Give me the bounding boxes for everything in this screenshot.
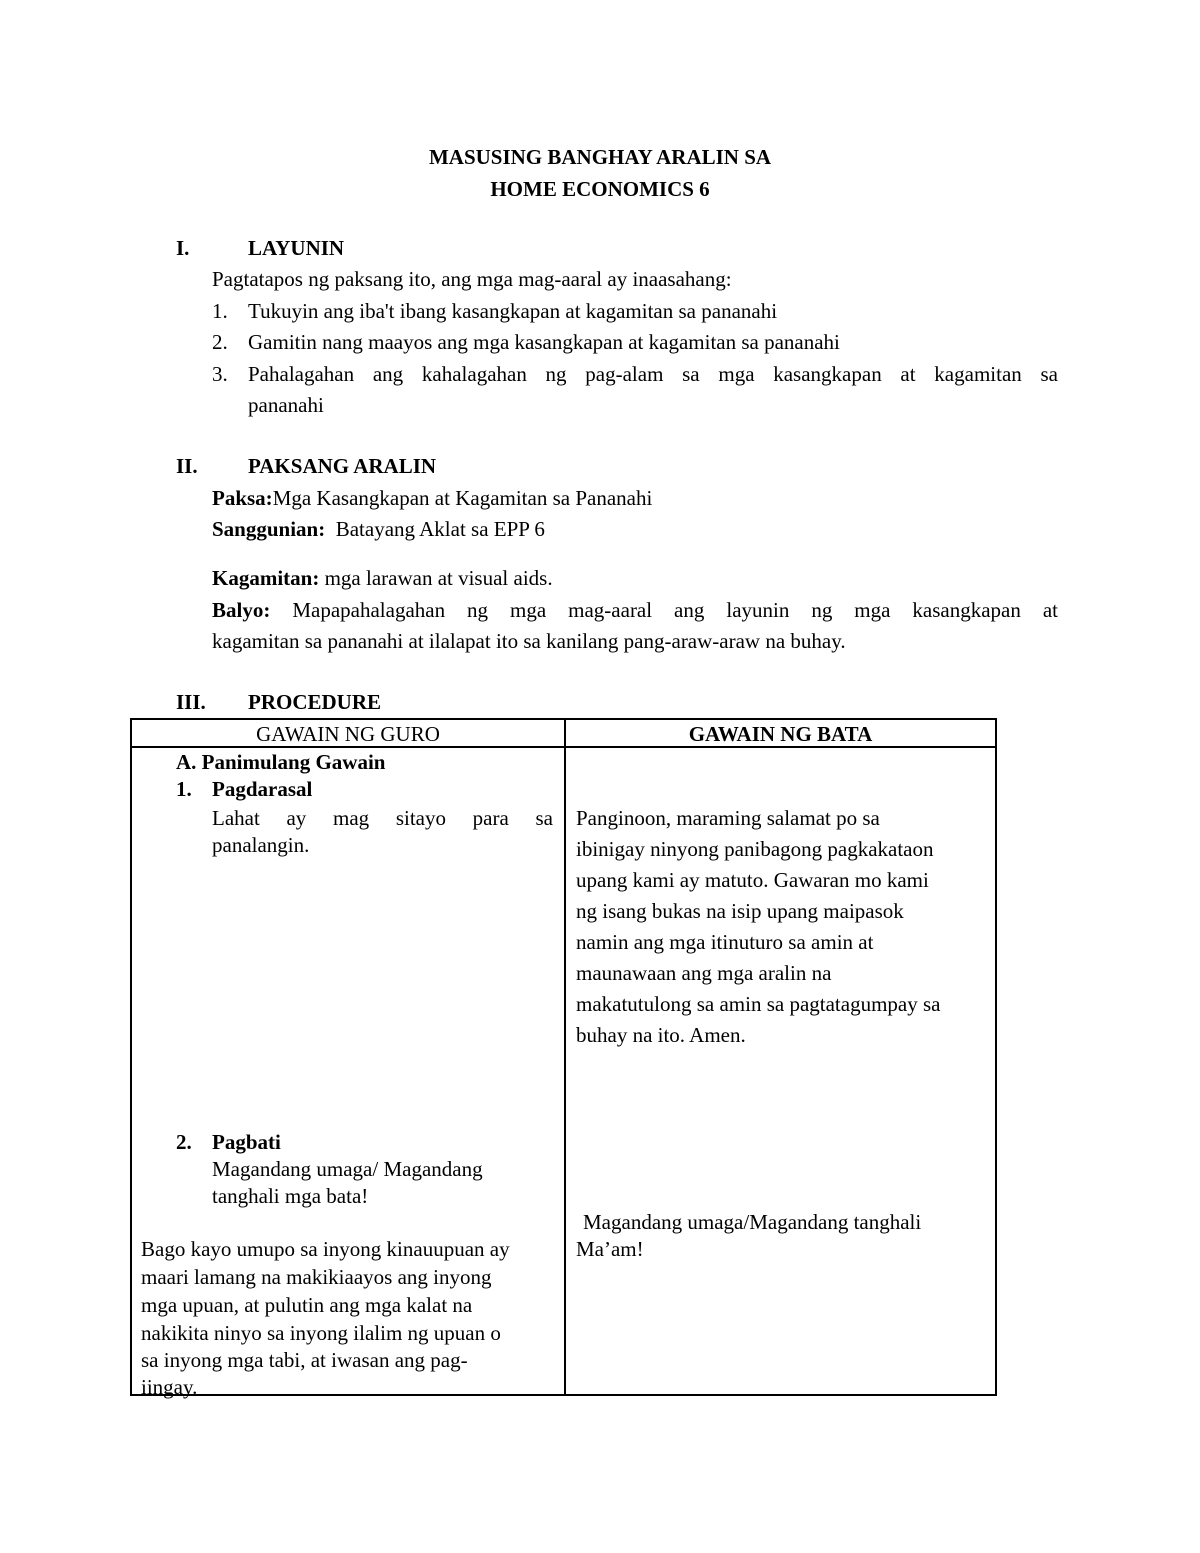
paksa-value: Mga Kasangkapan at Kagamitan sa Pananahi: [272, 486, 653, 510]
item1-text-continuation: panalangin.: [212, 833, 310, 857]
instruction-line: maari lamang na makikiaayos ang inyong: [141, 1265, 492, 1289]
prayer-line: makatutulong sa amin sa pagtatagumpay sa: [576, 992, 941, 1016]
part-a-heading: A. Panimulang Gawain: [176, 750, 386, 774]
instruction-line: sa inyong mga tabi, at iwasan ang pag-: [141, 1348, 468, 1372]
balyo-row: [212, 600, 1058, 621]
instruction-line: mga upuan, at pulutin ang mga kalat na: [141, 1293, 473, 1317]
instruction-line: Bago kayo umupo sa inyong kinauupuan ay: [141, 1237, 510, 1261]
section2-number: II.: [176, 454, 198, 478]
section2-heading: PAKSANG ARALIN: [248, 454, 437, 478]
prayer-line: upang kami ay matuto. Gawaran mo kami: [576, 868, 929, 892]
kagamitan-value: mga larawan at visual aids.: [324, 566, 553, 590]
table-header-guro: GAWAIN NG GURO: [256, 722, 440, 746]
kagamitan-row: [212, 568, 553, 589]
paksa-label: Paksa:: [212, 486, 273, 510]
objective-text: Pahalagahan ang kahalagahan ng pag-alam sa mga kasangkapan at kagamitan sa: [248, 362, 1058, 386]
balyo-text: Mapapahalagahan ng mga mag-aaral ang layunin ng mga kasangkapan at: [292, 598, 1058, 622]
section3-heading: PROCEDURE: [248, 690, 382, 714]
objective-number: 3.: [212, 362, 228, 386]
item2-text-continuation: tanghali mga bata!: [212, 1184, 369, 1208]
table-header-bata: GAWAIN NG BATA: [688, 722, 873, 746]
objective-text-continuation: pananahi: [248, 393, 324, 417]
document-title-line2: HOME ECONOMICS 6: [490, 177, 710, 201]
table-column-divider: [564, 718, 566, 1396]
objective-text: Gamitin nang maayos ang mga kasangkapan at kagamitan sa pananahi: [248, 330, 840, 354]
prayer-line: buhay na ito. Amen.: [576, 1023, 746, 1047]
prayer-line: maunawaan ang mga aralin na: [576, 961, 832, 985]
objective-number: 2.: [212, 330, 228, 354]
item1-number: 1.: [176, 777, 192, 801]
sanggunian-row: [212, 519, 545, 540]
item2-title: Pagbati: [212, 1130, 281, 1154]
item2-text: Magandang umaga/ Magandang: [212, 1157, 483, 1181]
item2-number: 2.: [176, 1130, 192, 1154]
greeting-response: Magandang umaga/Magandang tanghali: [583, 1210, 922, 1234]
paksa-row: [212, 488, 652, 509]
prayer-line: ng isang bukas na isip upang maipasok: [576, 899, 904, 923]
sanggunian-label: Sanggunian:: [212, 517, 326, 541]
prayer-line: Panginoon, maraming salamat po sa: [576, 806, 880, 830]
table-header-divider: [130, 746, 997, 748]
prayer-line: namin ang mga itinuturo sa amin at: [576, 930, 874, 954]
sanggunian-value: Batayang Aklat sa EPP 6: [335, 517, 545, 541]
greeting-response-continuation: Ma’am!: [576, 1237, 644, 1261]
section1-intro: Pagtatapos ng paksang ito, ang mga mag-aaral ay inaasahang:: [212, 267, 732, 291]
prayer-line: ibinigay ninyong panibagong pagkakataon: [576, 837, 934, 861]
section3-number: III.: [176, 690, 206, 714]
section1-heading: LAYUNIN: [248, 236, 345, 260]
balyo-label: Balyo:: [212, 598, 271, 622]
item1-title: Pagdarasal: [212, 777, 313, 801]
objective-text: Tukuyin ang iba't ibang kasangkapan at kagamitan sa pananahi: [248, 299, 778, 323]
instruction-line: iingay.: [141, 1375, 198, 1399]
objective-number: 1.: [212, 299, 228, 323]
kagamitan-label: Kagamitan:: [212, 566, 320, 590]
item1-text: Lahat ay mag sitayo para sa: [212, 806, 553, 830]
section1-number: I.: [176, 236, 190, 260]
balyo-text-continuation: kagamitan sa pananahi at ilalapat ito sa kanilang pang-araw-araw na buhay.: [212, 629, 846, 653]
instruction-line: nakikita ninyo sa inyong ilalim ng upuan o: [141, 1321, 501, 1345]
document-title-line1: MASUSING BANGHAY ARALIN SA: [428, 145, 772, 169]
